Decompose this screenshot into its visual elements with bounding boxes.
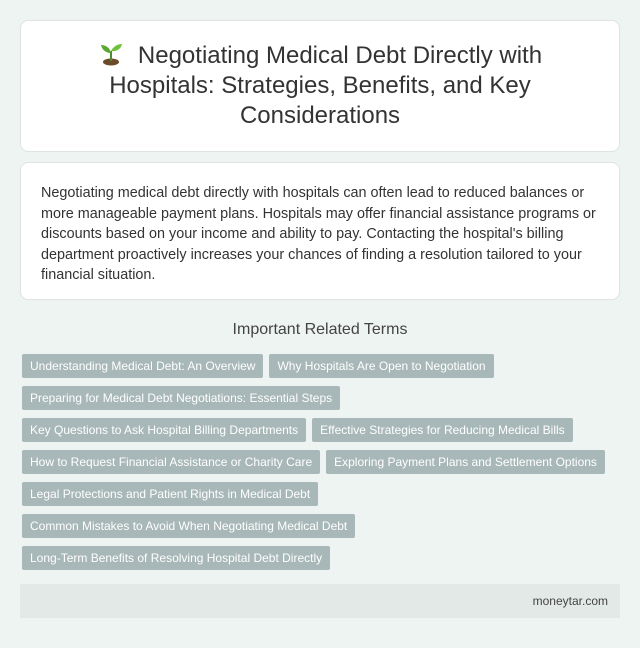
sprout-icon: [98, 42, 124, 66]
intro-paragraph: Negotiating medical debt directly with hospitals can often lead to reduced balances or more manageable payment plans. Hospitals may offer financial assistance programs or discounts based on your income and ability to pay. Contacting the hospital's billing department proactively increases your chances of finding a resolution tailored to your financial situation.: [41, 185, 596, 283]
related-term-tag[interactable]: Key Questions to Ask Hospital Billing Departments: [22, 418, 306, 442]
related-term-tag[interactable]: How to Request Financial Assistance or Charity Care: [22, 450, 320, 474]
related-terms-list: [22, 354, 622, 570]
footer: [20, 584, 620, 618]
title-card: [20, 20, 620, 152]
page-title: [49, 41, 591, 131]
related-term-tag[interactable]: Common Mistakes to Avoid When Negotiating Medical Debt: [22, 514, 355, 538]
related-term-tag[interactable]: Preparing for Medical Debt Negotiations: Essential Steps: [22, 386, 340, 410]
intro-card: [20, 162, 620, 300]
related-term-tag[interactable]: Long-Term Benefits of Resolving Hospital Debt Directly: [22, 546, 330, 570]
related-term-tag[interactable]: Effective Strategies for Reducing Medical Bills: [312, 418, 573, 442]
related-terms-heading: Important Related Terms: [232, 321, 408, 338]
related-term-tag[interactable]: Exploring Payment Plans and Settlement Options: [326, 450, 605, 474]
footer-site-name[interactable]: moneytar.com: [532, 594, 608, 608]
related-term-tag[interactable]: Understanding Medical Debt: An Overview: [22, 354, 263, 378]
related-term-tag[interactable]: Why Hospitals Are Open to Negotiation: [269, 354, 493, 378]
related-term-tag[interactable]: Legal Protections and Patient Rights in Medical Debt: [22, 482, 318, 506]
title-text: Negotiating Medical Debt Directly with Hospitals: Strategies, Benefits, and Key Considerations: [109, 42, 543, 129]
